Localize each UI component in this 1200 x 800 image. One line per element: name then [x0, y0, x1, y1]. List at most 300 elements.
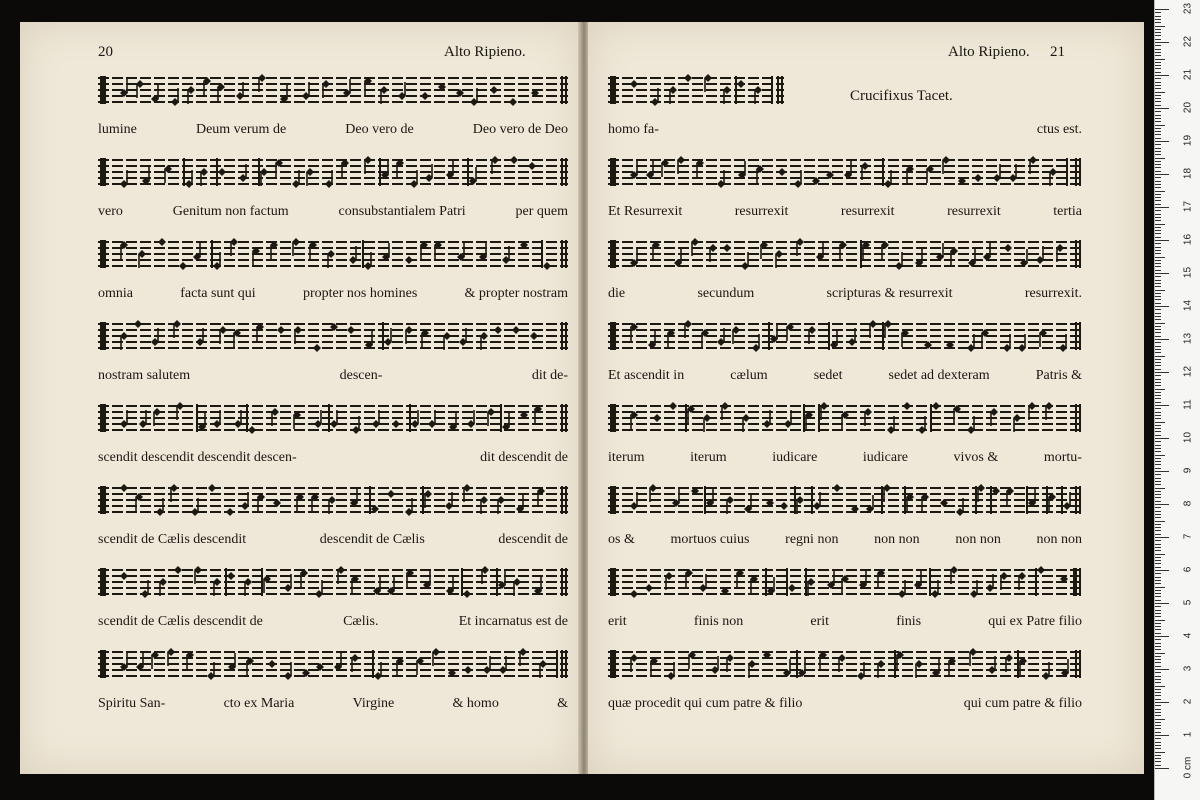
note: [630, 590, 638, 598]
note: [537, 487, 545, 505]
note: [233, 329, 241, 347]
ruler-number: 21: [1182, 68, 1194, 81]
note: [309, 241, 317, 259]
lyric-syllable: Deo vero de Deo: [472, 122, 568, 137]
note: [950, 247, 958, 265]
lyric-syllable: iudicare: [862, 450, 908, 465]
music-system: [98, 560, 568, 640]
ruler-tick: [1155, 573, 1161, 574]
ruler-tick: [1155, 382, 1161, 383]
note: [193, 243, 201, 261]
ruler-tick: [1155, 319, 1161, 320]
ruler-tick: [1155, 105, 1161, 106]
note: [687, 405, 695, 423]
ruler-tick: [1155, 379, 1161, 380]
ruler-tick: [1155, 666, 1161, 667]
ruler-tick: [1155, 524, 1161, 525]
ruler-tick: [1155, 748, 1161, 749]
ruler-tick: [1155, 742, 1161, 743]
ruler-tick: [1155, 68, 1161, 69]
c-clef: [610, 404, 616, 432]
note: [968, 249, 976, 267]
lyric-syllable: scendit de Cælis descendit: [98, 532, 247, 547]
ruler-tick: [1155, 187, 1161, 188]
lyric-syllable: Spiritu San-: [98, 696, 166, 711]
right-page: [588, 22, 1144, 774]
ruler-tick: [1155, 82, 1161, 83]
ruler-tick: [1155, 435, 1161, 436]
ruler-tick: [1155, 464, 1161, 465]
ruler-number: 11: [1182, 399, 1194, 410]
ruler-tick: [1155, 177, 1161, 178]
c-clef: [100, 158, 106, 186]
ruler-tick: [1155, 270, 1161, 271]
lyric-line: [98, 614, 568, 630]
note: [263, 575, 271, 593]
lyric-syllable: qui cum patre & filio: [963, 696, 1082, 711]
ruler-tick: [1155, 662, 1161, 663]
note: [135, 493, 143, 511]
ruler-tick: [1155, 514, 1161, 515]
lyric-line: [608, 450, 1082, 466]
lyric-syllable: resurrexit: [840, 204, 895, 219]
lyric-syllable: Cælis.: [343, 614, 379, 629]
page-header: Alto Ripieno.: [444, 44, 526, 60]
lyric-syllable: sedet ad dexteram: [888, 368, 990, 383]
lyric-line: [608, 368, 1082, 384]
ruler-tick: [1155, 266, 1161, 267]
ruler-tick: [1155, 441, 1161, 442]
ruler-tick: [1155, 26, 1165, 27]
ruler-tick: [1155, 273, 1169, 274]
music-system: [98, 314, 568, 394]
ruler-tick: [1155, 395, 1161, 396]
note: [901, 329, 909, 347]
staff: [608, 560, 1082, 612]
staff: [98, 314, 568, 366]
lyric-syllable: Et ascendit in: [608, 368, 685, 383]
lyric-syllable: Deum verum de: [195, 122, 287, 137]
note: [313, 344, 321, 352]
note: [218, 168, 226, 176]
ruler-number: 4: [1182, 632, 1194, 639]
ruler-tick: [1155, 722, 1161, 723]
ruler-tick: [1155, 220, 1161, 221]
note: [396, 657, 404, 675]
note: [778, 168, 786, 176]
ruler-tick: [1155, 563, 1161, 564]
note: [688, 651, 696, 669]
ruler-tick: [1155, 392, 1161, 393]
note: [914, 571, 922, 589]
note: [446, 161, 454, 179]
note: [179, 262, 187, 270]
ruler-tick: [1155, 593, 1161, 594]
ruler-tick: [1155, 118, 1161, 119]
note: [921, 493, 929, 511]
note: [208, 484, 216, 492]
ruler-tick: [1155, 402, 1161, 403]
note: [896, 651, 904, 669]
ruler-tick: [1155, 461, 1161, 462]
lyric-syllable: facta sunt qui: [180, 286, 256, 301]
ruler-tick: [1155, 725, 1161, 726]
ruler-tick: [1155, 527, 1161, 528]
ruler-tick: [1155, 39, 1161, 40]
ruler-tick: [1155, 458, 1161, 459]
ruler-tick: [1155, 761, 1161, 762]
note: [706, 489, 714, 507]
note: [750, 575, 758, 593]
note: [653, 414, 661, 422]
ruler-tick: [1155, 365, 1161, 366]
lyric-syllable: omnia: [98, 286, 133, 301]
ruler-tick: [1155, 375, 1161, 376]
ruler-tick: [1155, 530, 1161, 531]
note: [270, 241, 278, 259]
note: [936, 243, 944, 261]
note: [311, 493, 319, 511]
lyric-syllable: propter nos homines: [302, 286, 418, 301]
note: [246, 657, 254, 675]
ruler-tick: [1155, 643, 1161, 644]
ruler-tick: [1155, 728, 1161, 729]
music-system: [98, 396, 568, 476]
ruler-tick: [1155, 164, 1161, 165]
lyric-syllable: vero: [98, 204, 123, 219]
note: [1039, 329, 1047, 347]
ruler-tick: [1155, 29, 1161, 30]
lyric-syllable: finis: [896, 614, 922, 629]
note: [164, 165, 172, 183]
lyric-syllable: descen-: [339, 368, 383, 383]
lyric-syllable: consubstantialem Patri: [338, 204, 466, 219]
lyric-syllable: Deo vero de: [345, 122, 414, 137]
staff: [608, 396, 1082, 448]
ruler-tick: [1155, 263, 1161, 264]
ruler-tick: [1155, 191, 1165, 192]
note: [174, 566, 182, 574]
lyric-syllable: mortu-: [1043, 450, 1082, 465]
note: [381, 161, 389, 179]
ruler-tick: [1155, 554, 1165, 555]
note: [1019, 657, 1027, 675]
note: [490, 86, 498, 94]
ruler-tick: [1155, 250, 1161, 251]
note: [203, 77, 211, 95]
ruler-tick: [1155, 115, 1161, 116]
music-system: [98, 478, 568, 558]
lyric-syllable: non non: [955, 532, 1001, 547]
ruler-tick: [1155, 253, 1161, 254]
note: [736, 569, 744, 587]
note: [421, 92, 429, 100]
note: [479, 243, 487, 261]
ruler-tick: [1155, 646, 1161, 647]
lyric-line: [608, 286, 1082, 302]
ruler-tick: [1155, 672, 1161, 673]
lyric-syllable: mortuos cuius: [670, 532, 750, 547]
note: [341, 159, 349, 177]
note: [723, 244, 731, 252]
ruler-tick: [1155, 623, 1161, 624]
note: [120, 79, 128, 97]
lyric-syllable: dit descendit de: [480, 450, 568, 465]
ruler-tick: [1155, 626, 1161, 627]
lyric-syllable: & homo: [452, 696, 499, 711]
lyric-syllable: erit: [608, 614, 627, 629]
c-clef: [100, 322, 106, 350]
ruler-tick: [1155, 560, 1161, 561]
note: [953, 405, 961, 423]
staff: [608, 314, 1082, 366]
note: [1037, 566, 1045, 574]
lyric-syllable: resurrexit: [734, 204, 789, 219]
lyric-line: [98, 122, 568, 138]
ruler-tick: [1155, 280, 1161, 281]
ruler-number: 19: [1182, 134, 1194, 147]
ruler-tick: [1155, 705, 1161, 706]
note: [672, 489, 680, 507]
lyric-line: [98, 286, 568, 302]
note: [347, 326, 355, 334]
ruler-tick: [1155, 230, 1161, 231]
note: [252, 247, 260, 265]
note: [351, 575, 359, 593]
note: [406, 569, 414, 587]
lyric-syllable: dit de-: [531, 368, 568, 383]
lyric-syllable: sedet: [813, 368, 843, 383]
music-system: [98, 232, 568, 312]
measurement-ruler: [1154, 0, 1200, 800]
ruler-tick: [1155, 349, 1161, 350]
c-clef: [610, 322, 616, 350]
ruler-tick: [1155, 359, 1161, 360]
lyric-syllable: die: [608, 286, 626, 301]
ruler-tick: [1155, 303, 1161, 304]
lyric-syllable: scendit descendit descendit descen-: [98, 450, 297, 465]
note: [881, 241, 889, 259]
ruler-tick: [1155, 732, 1161, 733]
note: [142, 167, 150, 185]
note: [534, 577, 542, 595]
ruler-tick: [1155, 408, 1161, 409]
music-system: [608, 560, 1082, 640]
ruler-number: 8: [1182, 500, 1194, 507]
note: [1049, 168, 1057, 186]
ruler-tick: [1155, 468, 1161, 469]
ruler-tick: [1155, 22, 1161, 23]
ruler-tick: [1155, 111, 1161, 112]
ruler-tick: [1155, 309, 1161, 310]
ruler-tick: [1155, 415, 1161, 416]
note: [783, 659, 791, 677]
ruler-tick: [1155, 72, 1161, 73]
ruler-number: 23: [1182, 2, 1194, 15]
note: [158, 238, 166, 246]
ruler-tick: [1155, 758, 1161, 759]
note: [786, 323, 794, 341]
ruler-tick: [1155, 606, 1161, 607]
ruler-tick: [1155, 629, 1161, 630]
ruler-tick: [1155, 521, 1165, 522]
ruler-tick: [1155, 511, 1161, 512]
ruler-tick: [1155, 686, 1165, 687]
ruler-tick: [1155, 356, 1165, 357]
note: [457, 243, 465, 261]
ruler-tick: [1155, 550, 1161, 551]
music-system: [98, 642, 568, 722]
ruler-tick: [1155, 121, 1161, 122]
ruler-number: 17: [1182, 200, 1194, 213]
ruler-tick: [1155, 260, 1161, 261]
lyric-syllable: tertia: [1053, 204, 1082, 219]
ruler-tick: [1155, 544, 1161, 545]
note: [948, 657, 956, 675]
ruler-tick: [1155, 210, 1161, 211]
ruler-tick: [1155, 455, 1165, 456]
c-clef: [100, 486, 106, 514]
note: [839, 241, 847, 259]
note: [134, 320, 142, 328]
ruler-tick: [1155, 613, 1161, 614]
note: [277, 326, 285, 334]
note: [494, 326, 502, 334]
tacet-label: Crucifixus Tacet.: [850, 88, 953, 104]
ruler-tick: [1155, 131, 1161, 132]
ruler-tick: [1155, 227, 1161, 228]
note: [737, 80, 745, 88]
note: [866, 495, 874, 513]
note: [833, 484, 841, 492]
ruler-tick: [1155, 616, 1161, 617]
ruler-tick: [1155, 639, 1161, 640]
note: [198, 413, 206, 431]
ruler-tick: [1155, 342, 1161, 343]
ruler-tick: [1155, 16, 1161, 17]
lyric-syllable: vivos &: [953, 450, 999, 465]
ruler-tick: [1155, 649, 1161, 650]
ruler-tick: [1155, 217, 1161, 218]
music-system: [608, 232, 1082, 312]
ruler-tick: [1155, 738, 1161, 739]
lyric-syllable: cto ex Maria: [223, 696, 295, 711]
ruler-tick: [1155, 240, 1169, 241]
note: [630, 411, 638, 429]
note: [906, 165, 914, 183]
lyric-line: [98, 696, 568, 712]
ruler-tick: [1155, 125, 1165, 126]
lyric-syllable: os &: [608, 532, 635, 547]
note: [151, 651, 159, 669]
ruler-tick: [1155, 715, 1161, 716]
lyric-syllable: cælum: [730, 368, 768, 383]
ruler-tick: [1155, 299, 1161, 300]
music-system: [608, 396, 1082, 476]
c-clef: [610, 76, 616, 104]
ruler-tick: [1155, 75, 1169, 76]
ruler-tick: [1155, 633, 1161, 634]
note: [767, 577, 775, 595]
ruler-tick: [1155, 101, 1161, 102]
ruler-tick: [1155, 504, 1169, 505]
ruler-tick: [1155, 755, 1161, 756]
music-system: [608, 478, 1082, 558]
ruler-tick: [1155, 537, 1169, 538]
note: [841, 575, 849, 593]
ruler-tick: [1155, 214, 1161, 215]
c-clef: [610, 158, 616, 186]
ruler-tick: [1155, 243, 1161, 244]
ruler-number: 3: [1182, 665, 1194, 672]
lyric-line: [608, 614, 1082, 630]
ruler-number: 16: [1182, 233, 1194, 246]
note: [226, 508, 234, 516]
lyric-syllable: iudicare: [772, 450, 818, 465]
ruler-tick: [1155, 339, 1169, 340]
ruler-tick: [1155, 534, 1161, 535]
ruler-tick: [1155, 59, 1165, 60]
ruler-tick: [1155, 385, 1161, 386]
ruler-tick: [1155, 491, 1161, 492]
ruler-tick: [1155, 88, 1161, 89]
lyric-syllable: resurrexit.: [1024, 286, 1082, 301]
note: [416, 657, 424, 675]
ruler-tick: [1155, 200, 1161, 201]
note: [423, 571, 431, 589]
lyric-syllable: descendit de: [498, 532, 568, 547]
note: [974, 174, 982, 182]
ruler-number: 12: [1182, 365, 1194, 378]
ruler-tick: [1155, 445, 1161, 446]
note: [510, 156, 518, 164]
page-number: 20: [98, 44, 113, 60]
ruler-tick: [1155, 636, 1169, 637]
note: [228, 653, 236, 671]
note: [798, 659, 806, 677]
ruler-tick: [1155, 346, 1161, 347]
ruler-tick: [1155, 19, 1161, 20]
note: [669, 402, 677, 410]
lyric-syllable: finis non: [693, 614, 744, 629]
ruler-tick: [1155, 329, 1161, 330]
ruler-tick: [1155, 768, 1169, 769]
note: [420, 241, 428, 259]
staff: [98, 150, 568, 202]
note: [788, 584, 796, 592]
note: [512, 326, 520, 334]
ruler-tick: [1155, 497, 1161, 498]
ruler-tick: [1155, 451, 1161, 452]
ruler-number: 7: [1182, 533, 1194, 540]
ruler-tick: [1155, 141, 1169, 142]
note: [1048, 493, 1056, 511]
ruler-tick: [1155, 42, 1169, 43]
note: [756, 165, 764, 183]
note: [661, 159, 669, 177]
ruler-tick: [1155, 336, 1161, 337]
ruler-number: 9: [1182, 467, 1194, 474]
ruler-tick: [1155, 679, 1161, 680]
ruler-tick: [1155, 610, 1161, 611]
lyric-syllable: nostram salutem: [98, 368, 191, 383]
ruler-tick: [1155, 184, 1161, 185]
note: [932, 402, 940, 410]
ruler-tick: [1155, 745, 1161, 746]
note: [497, 496, 505, 514]
ruler-tick: [1155, 719, 1165, 720]
ruler-tick: [1155, 709, 1161, 710]
